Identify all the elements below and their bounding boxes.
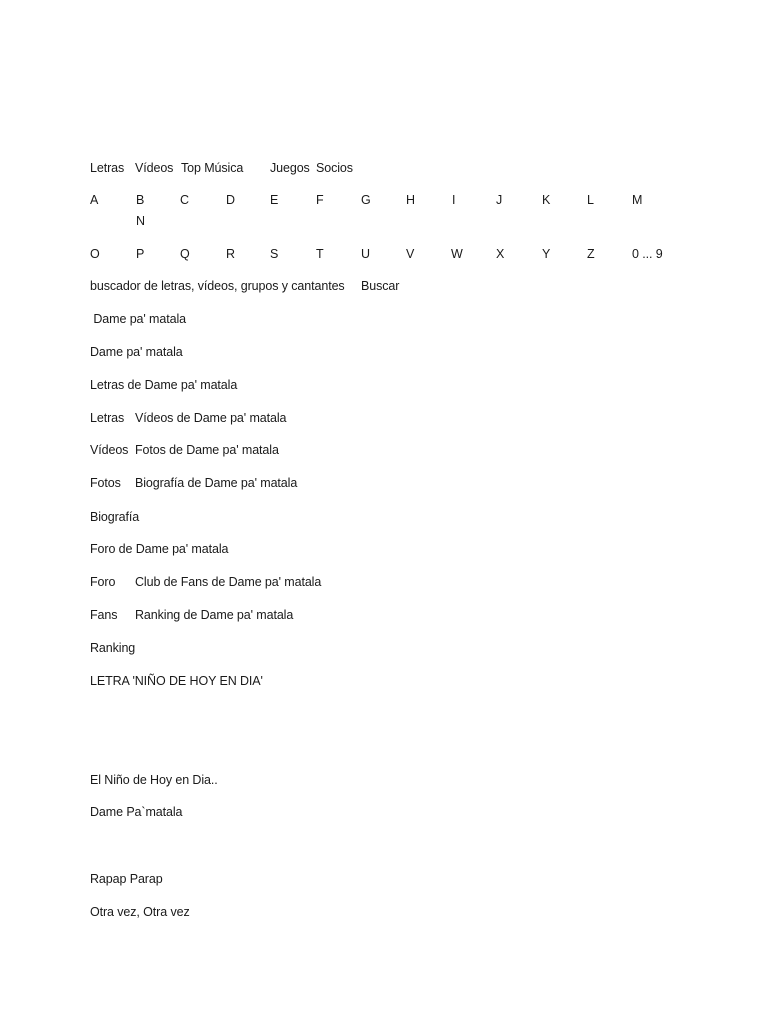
tab-fans[interactable]: Fans xyxy=(90,608,118,622)
letter-u-link[interactable]: U xyxy=(361,247,370,261)
bio-heading-link[interactable]: Biografía de Dame pa' matala xyxy=(135,476,298,490)
artist-subtitle: Dame pa' matala xyxy=(90,345,183,359)
letter-s-link[interactable]: S xyxy=(270,247,279,261)
letter-k-link[interactable]: K xyxy=(542,193,551,207)
lyrics-heading: LETRA 'NIÑO DE HOY EN DIA' xyxy=(90,674,263,688)
letter-n-link[interactable]: N xyxy=(136,214,145,228)
letter-f-link[interactable]: F xyxy=(316,193,324,207)
letter-g-link[interactable]: G xyxy=(361,193,371,207)
letter-q-link[interactable]: Q xyxy=(180,247,190,261)
letras-heading-link[interactable]: Letras de Dame pa' matala xyxy=(90,378,238,392)
letter-w-link[interactable]: W xyxy=(451,247,463,261)
search-input[interactable]: buscador de letras, vídeos, grupos y cantantes xyxy=(90,279,345,293)
letter-z-link[interactable]: Z xyxy=(587,247,595,261)
letter-p-link[interactable]: P xyxy=(136,247,145,261)
letter-c-link[interactable]: C xyxy=(180,193,189,207)
nav-videos-link[interactable]: Vídeos xyxy=(135,161,174,175)
fans-heading-link[interactable]: Club de Fans de Dame pa' matala xyxy=(135,575,322,589)
tab-ranking[interactable]: Ranking xyxy=(90,641,136,655)
tab-biografia[interactable]: Biografía xyxy=(90,510,140,524)
letter-v-link[interactable]: V xyxy=(406,247,415,261)
tab-foro[interactable]: Foro xyxy=(90,575,116,589)
letter-e-link[interactable]: E xyxy=(270,193,279,207)
lyrics-line: Rapap Parap xyxy=(90,872,163,886)
fotos-heading-link[interactable]: Fotos de Dame pa' matala xyxy=(135,443,279,457)
search-button[interactable]: Buscar xyxy=(361,279,400,293)
artist-title: Dame pa' matala xyxy=(90,312,186,326)
lyrics-line: El Niño de Hoy en Dia.. xyxy=(90,773,218,787)
letter-t-link[interactable]: T xyxy=(316,247,324,261)
letter-b-link[interactable]: B xyxy=(136,193,145,207)
ranking-heading-link[interactable]: Ranking de Dame pa' matala xyxy=(135,608,294,622)
nav-socios-link[interactable]: Socios xyxy=(316,161,353,175)
nav-juegos-link[interactable]: Juegos xyxy=(270,161,310,175)
letter-o-link[interactable]: O xyxy=(90,247,100,261)
letter-l-link[interactable]: L xyxy=(587,193,594,207)
letter-x-link[interactable]: X xyxy=(496,247,505,261)
nav-letras-link[interactable]: Letras xyxy=(90,161,125,175)
tab-fotos[interactable]: Fotos xyxy=(90,476,121,490)
tab-videos[interactable]: Vídeos xyxy=(90,443,129,457)
foro-heading-link[interactable]: Foro de Dame pa' matala xyxy=(90,542,229,556)
letter-r-link[interactable]: R xyxy=(226,247,235,261)
videos-heading-link[interactable]: Vídeos de Dame pa' matala xyxy=(135,411,287,425)
letter-h-link[interactable]: H xyxy=(406,193,415,207)
letter-j-link[interactable]: J xyxy=(496,193,503,207)
letter-m-link[interactable]: M xyxy=(632,193,643,207)
numbers-0-9-link[interactable]: 0 ... 9 xyxy=(632,247,663,261)
nav-top-musica-link[interactable]: Top Música xyxy=(181,161,244,175)
letter-y-link[interactable]: Y xyxy=(542,247,551,261)
letter-i-link[interactable]: I xyxy=(452,193,456,207)
letter-d-link[interactable]: D xyxy=(226,193,235,207)
tab-letras[interactable]: Letras xyxy=(90,411,125,425)
letter-a-link[interactable]: A xyxy=(90,193,99,207)
lyrics-line: Otra vez, Otra vez xyxy=(90,905,190,919)
lyrics-line: Dame Pa`matala xyxy=(90,805,183,819)
